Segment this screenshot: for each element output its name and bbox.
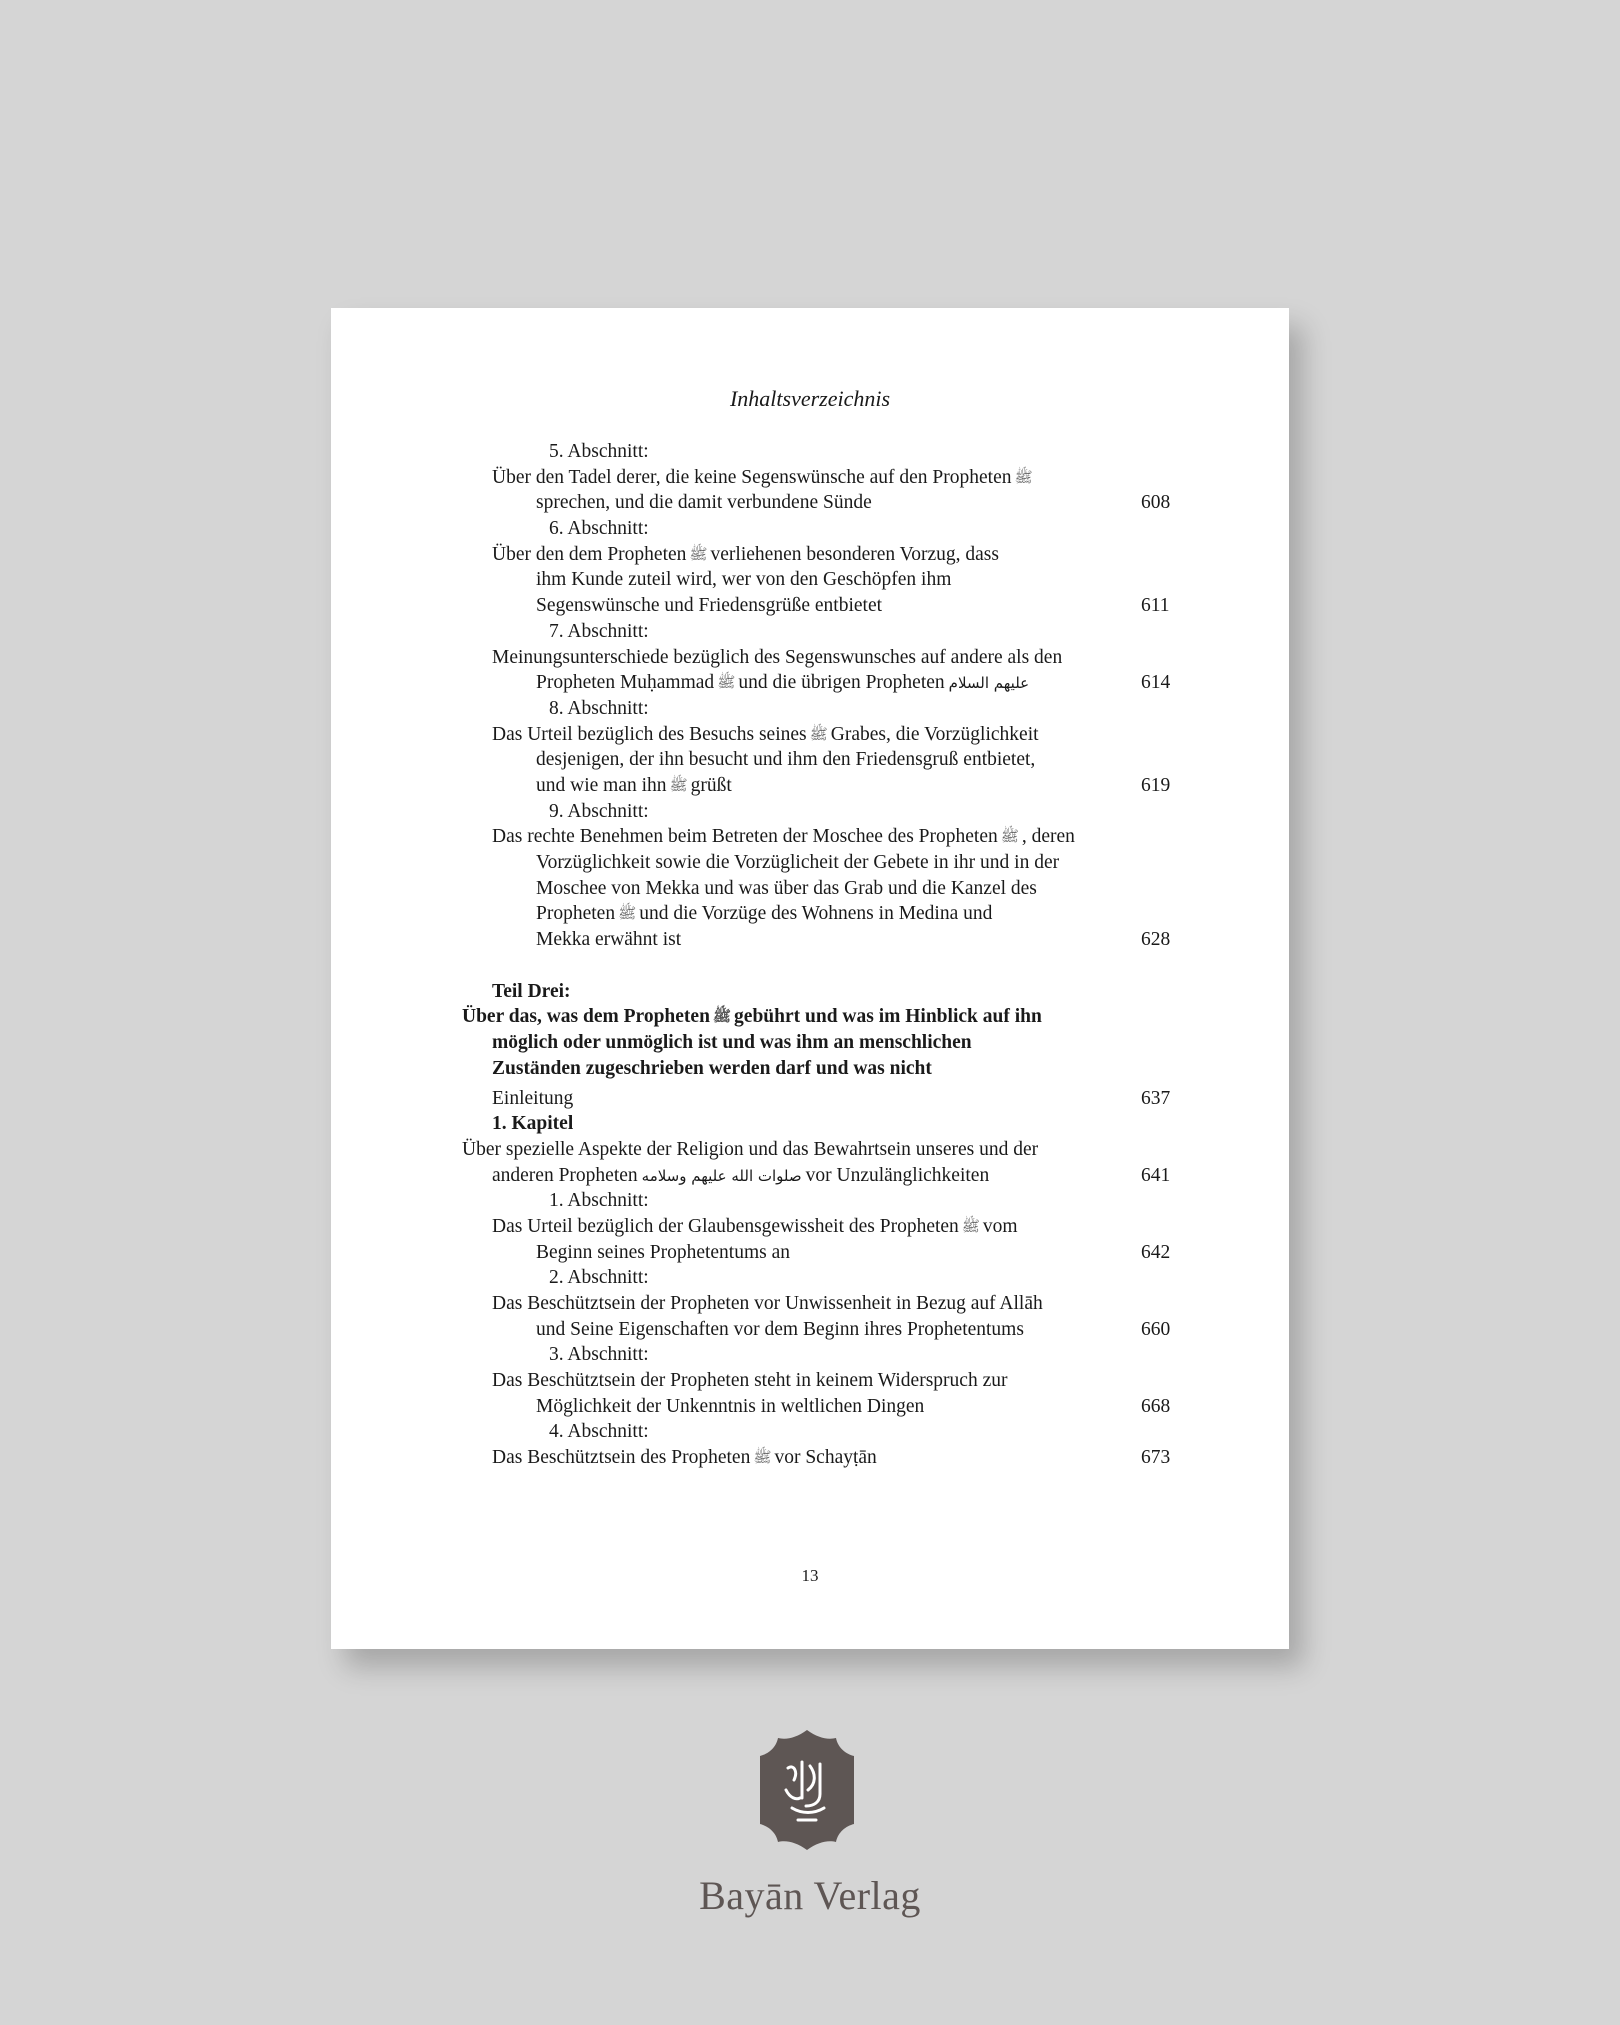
section-label: 1. Abschnitt: xyxy=(549,1190,649,1212)
entry-line: Vorzüglichkeit sowie die Vorzüglicheit der Gebete in ihr und in der xyxy=(536,852,1060,873)
part-title-line: Zuständen zugeschrieben werden darf und was nicht xyxy=(492,1057,932,1079)
entry-line: Über den Tadel derer, die keine Segenswünsche auf den Propheten ﷺ xyxy=(331,465,1289,491)
arabic-honorific: صلوات الله عليهم وسلامه xyxy=(641,1166,802,1185)
salawat-icon: ﷺ xyxy=(753,1450,772,1467)
entry-line: anderen Propheten صلوات الله عليهم وسلامه vor Unzulänglichkeiten 641 xyxy=(331,1163,1289,1189)
section-label: 4. Abschnitt: xyxy=(549,1421,649,1443)
entry-line: desjenigen, der ihn besucht und ihm den Friedensgruß entbietet, xyxy=(536,749,1036,771)
section-label: 2. Abschnitt: xyxy=(549,1267,649,1289)
page-number: 619 xyxy=(1141,774,1171,796)
page-number: 628 xyxy=(1141,929,1171,951)
entry-line: Möglichkeit der Unkenntnis in weltlichen Dingen 668 xyxy=(331,1394,1289,1420)
page-number: 660 xyxy=(1141,1318,1171,1340)
publisher-name: Bayān Verlag xyxy=(699,1873,921,1918)
entry-line: Über spezielle Aspekte der Religion und das Bewahrtsein unseres und der xyxy=(462,1138,1039,1160)
entry-line: Das Beschütztsein des Propheten ﷺ vor Schayṭān 673 xyxy=(331,1445,1289,1471)
entry-line: Über den dem Propheten ﷺ verliehenen besonderen Vorzug, dass xyxy=(331,542,1289,568)
part-title-line: Über das, was dem Propheten ﷺ gebührt und was im Hinblick auf ihn xyxy=(331,1004,1289,1030)
page-number-footer: 13 xyxy=(801,1566,819,1585)
entry-line: Meinungsunterschiede bezüglich des Segenswunsches auf andere als den xyxy=(492,646,1063,668)
salawat-icon: ﷺ xyxy=(1014,469,1033,486)
part-title-line: möglich oder unmöglich ist und was ihm an menschlichen xyxy=(492,1032,972,1054)
entry-line: Das Beschütztsein der Propheten vor Unwissenheit in Bezug auf Allāh xyxy=(492,1293,1043,1314)
publisher-logo-icon xyxy=(758,1728,856,1852)
salawat-icon: ﷺ xyxy=(669,777,688,794)
page-number: 637 xyxy=(1141,1087,1171,1109)
salawat-icon: ﷺ xyxy=(712,1009,732,1026)
salawat-icon: ﷺ xyxy=(689,546,708,563)
book-page xyxy=(331,308,1289,1649)
entry-line: Das rechte Benehmen beim Betreten der Moschee des Propheten ﷺ , deren xyxy=(331,824,1289,850)
salawat-icon: ﷺ xyxy=(1000,829,1019,846)
entry-line: sprechen, und die damit verbundene Sünde 608 xyxy=(331,490,1289,516)
arabic-honorific: عليهم السلام xyxy=(948,674,1030,693)
section-label: 7. Abschnitt: xyxy=(549,620,649,642)
entry-line: und Seine Eigenschaften vor dem Beginn ihres Prophetentums 660 xyxy=(331,1317,1289,1343)
salawat-icon: ﷺ xyxy=(961,1218,980,1235)
section-label: 3. Abschnitt: xyxy=(549,1344,649,1366)
table-of-contents xyxy=(331,439,1289,1471)
page-number: 668 xyxy=(1141,1395,1171,1417)
salawat-icon: ﷺ xyxy=(618,906,637,923)
entry-line: Segenswünsche und Friedensgrüße entbietet 611 xyxy=(331,593,1289,619)
section-label: 8. Abschnitt: xyxy=(549,697,649,719)
page-number: 608 xyxy=(1141,492,1171,514)
chapter-label: 1. Kapitel xyxy=(492,1113,574,1135)
section-label: 6. Abschnitt: xyxy=(549,518,649,540)
page-number: 611 xyxy=(1141,595,1170,617)
page-number: 642 xyxy=(1141,1241,1171,1263)
section-label: 5. Abschnitt: xyxy=(549,441,649,462)
entry-line: Propheten Muḥammad ﷺ und die übrigen Propheten عليهم السلام 614 xyxy=(331,670,1289,696)
entry-line: und wie man ihn ﷺ grüßt 619 xyxy=(331,773,1289,799)
entry-line: Das Beschütztsein der Propheten steht in keinem Widerspruch zur xyxy=(492,1370,1008,1392)
page-number: 673 xyxy=(1141,1447,1171,1469)
part-label: Teil Drei: xyxy=(492,980,571,1002)
entry-line: Beginn seines Prophetentums an 642 xyxy=(331,1240,1289,1266)
salawat-icon: ﷺ xyxy=(809,726,828,743)
entry-line: Das Urteil bezüglich der Glaubensgewissheit des Propheten ﷺ vom xyxy=(331,1214,1289,1240)
page-number: 614 xyxy=(1141,672,1171,694)
entry-line: Mekka erwähnt ist 628 xyxy=(331,927,1289,953)
entry-line: Moschee von Mekka und was über das Grab und die Kanzel des xyxy=(536,877,1037,899)
page-number: 641 xyxy=(1141,1164,1171,1186)
section-label: 9. Abschnitt: xyxy=(549,800,649,822)
entry-line: Propheten ﷺ und die Vorzüge des Wohnens in Medina und xyxy=(331,901,1289,927)
salawat-icon: ﷺ xyxy=(717,675,736,692)
entry-line: Einleitung 637 xyxy=(331,1086,1289,1112)
entry-line: Das Urteil bezüglich des Besuchs seines ﷺ Grabes, die Vorzüglichkeit xyxy=(331,722,1289,748)
page-header: Inhaltsverzeichnis xyxy=(729,386,891,411)
entry-line: ihm Kunde zuteil wird, wer von den Geschöpfen ihm xyxy=(536,569,952,591)
